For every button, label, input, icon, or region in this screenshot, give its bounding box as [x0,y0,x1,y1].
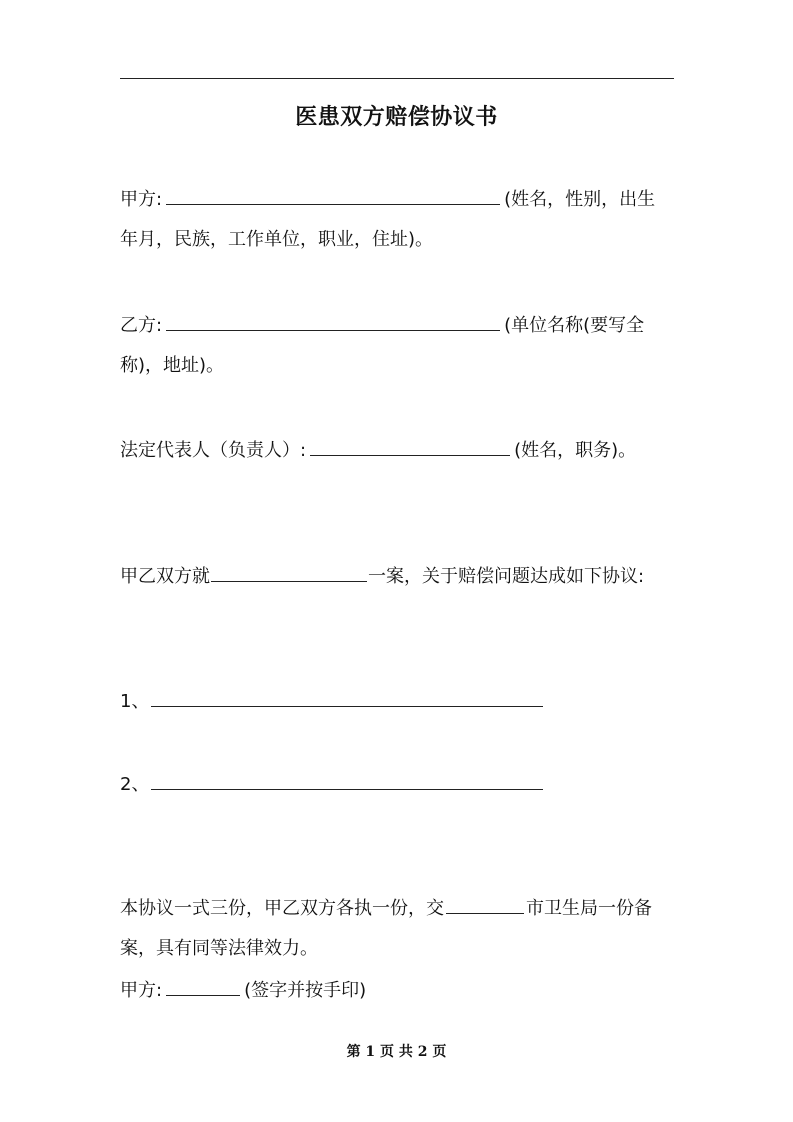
copies-clause-line2: 案，具有同等法律效力。 [120,938,318,959]
legal-rep-section [120,431,676,471]
copies-clause-prefix: 本协议一式三份，甲乙双方各执一份，交 [120,898,444,919]
item-number: 2、 [120,774,150,795]
party-a-line1 [120,180,676,220]
city-blank[interactable] [446,895,524,914]
agreement-item-2 [120,765,676,805]
agreement-intro-suffix: 一案，关于赔偿问题达成如下协议: [368,566,645,587]
party-a-section [120,180,676,260]
item-number: 1、 [120,691,150,712]
party-a-blank[interactable] [166,186,500,205]
party-b-line2: 称)，地址)。 [120,355,225,376]
item-1-blank[interactable] [151,688,543,707]
signature-blank[interactable] [166,977,240,996]
legal-rep-blank[interactable] [310,437,510,456]
copies-clause [120,889,676,969]
party-b-line1 [120,306,676,346]
item-2-blank[interactable] [151,771,543,790]
party-b-section [120,306,676,386]
copies-clause-suffix: 市卫生局一份备 [526,898,652,919]
signature-section [120,971,676,1011]
document-title: 医患双方赔偿协议书 [295,105,498,130]
party-a-label: 甲方: [120,189,163,210]
party-b-blank[interactable] [166,312,500,331]
party-a-line2: 年月，民族，工作单位，职业，住址)。 [120,229,434,250]
agreement-item-1 [120,682,676,722]
signature-label: 甲方: [120,980,163,1001]
agreement-intro [120,557,676,597]
legal-rep-label: 法定代表人（负责人）: [120,440,307,461]
party-a-hint-line1: (姓名，性别，出生 [504,189,656,210]
page-number: 第 1 页 共 2 页 [346,1044,447,1060]
copies-clause-line1 [120,889,676,929]
party-b-label: 乙方: [120,315,163,336]
signature-hint: (签字并按手印) [244,980,367,1001]
party-b-hint-line1: (单位名称(要写全 [504,315,645,336]
legal-rep-hint: (姓名，职务)。 [514,440,637,461]
case-blank[interactable] [211,563,367,582]
header-rule [120,78,674,79]
legal-rep-line [120,431,676,471]
agreement-intro-prefix: 甲乙双方就 [120,566,210,587]
